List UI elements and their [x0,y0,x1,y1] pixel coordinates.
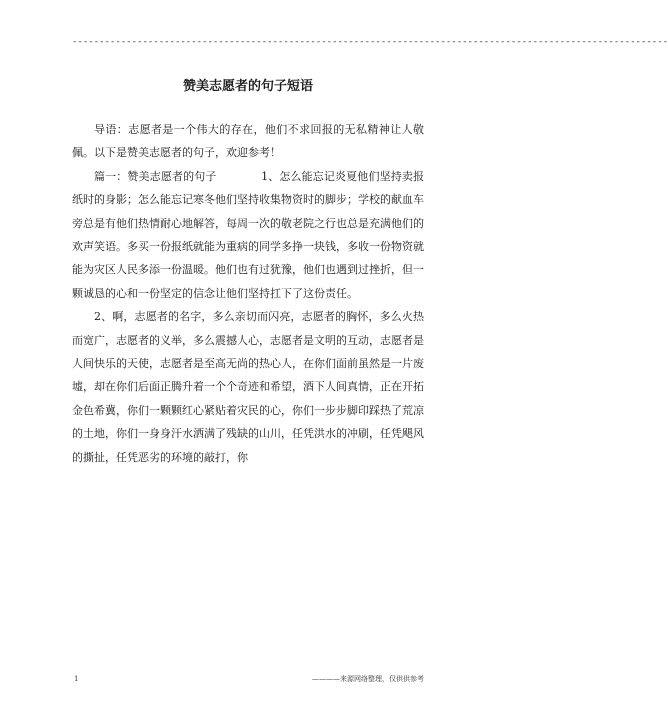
header-dashed-rule: -------------------------------------------------------------------------------------------------------------- [72,37,668,47]
paragraph-intro: 导语：志愿者是一个伟大的存在，他们不求回报的无私精神让人敬佩。以下是赞美志愿者的句子，欢迎参考！ [72,123,424,160]
paragraph-section-one: 篇一：赞美志愿者的句子 1、怎么能忘记炎夏他们坚持卖报纸时的身影；怎么能忘记寒冬他们坚持收集物资时的脚步；学校的献血车旁总是有他们热情耐心地解答，每周一次的敬老院之行也总是充满他们的欢声笑语。多买一份报纸就能为重病的同学多挣一块钱，多收一份物资就能为灾区人民多添一份温暖。他们也有过犹豫，他们也遇到过挫折，但一颗诚恳的心和一份坚定的信念让他们坚持扛下了这份责任。 [72,169,424,300]
page-footer [72,672,424,686]
document-title: 赞美志愿者的句子短语 [182,79,313,94]
paragraph-item-two: 2、啊，志愿者的名字，多么亲切而闪亮，志愿者的胸怀，多么火热而宽广，志愿者的义举，多么震撼人心，志愿者是文明的互动，志愿者是人间快乐的天使，志愿者是至高无尚的热心人，在你们面前虽然是一片废墟，却在你们后面正腾升着一个个奇迹和希望，酒下人间真情，正在开拓金色希冀，你们一颗颗红心紧贴着灾民的心，你们一步步脚印踩热了荒凉的土地，你们一身身汗水洒满了残缺的山川，任凭洪水的冲刷，任凭飓风的撕扯，任凭恶劣的环境的敲打，你 [72,310,424,464]
document-body [72,118,424,469]
footer-source-note: ————来源网络整理，仅供供参考 [312,675,424,683]
page-number: 1 [74,675,79,683]
